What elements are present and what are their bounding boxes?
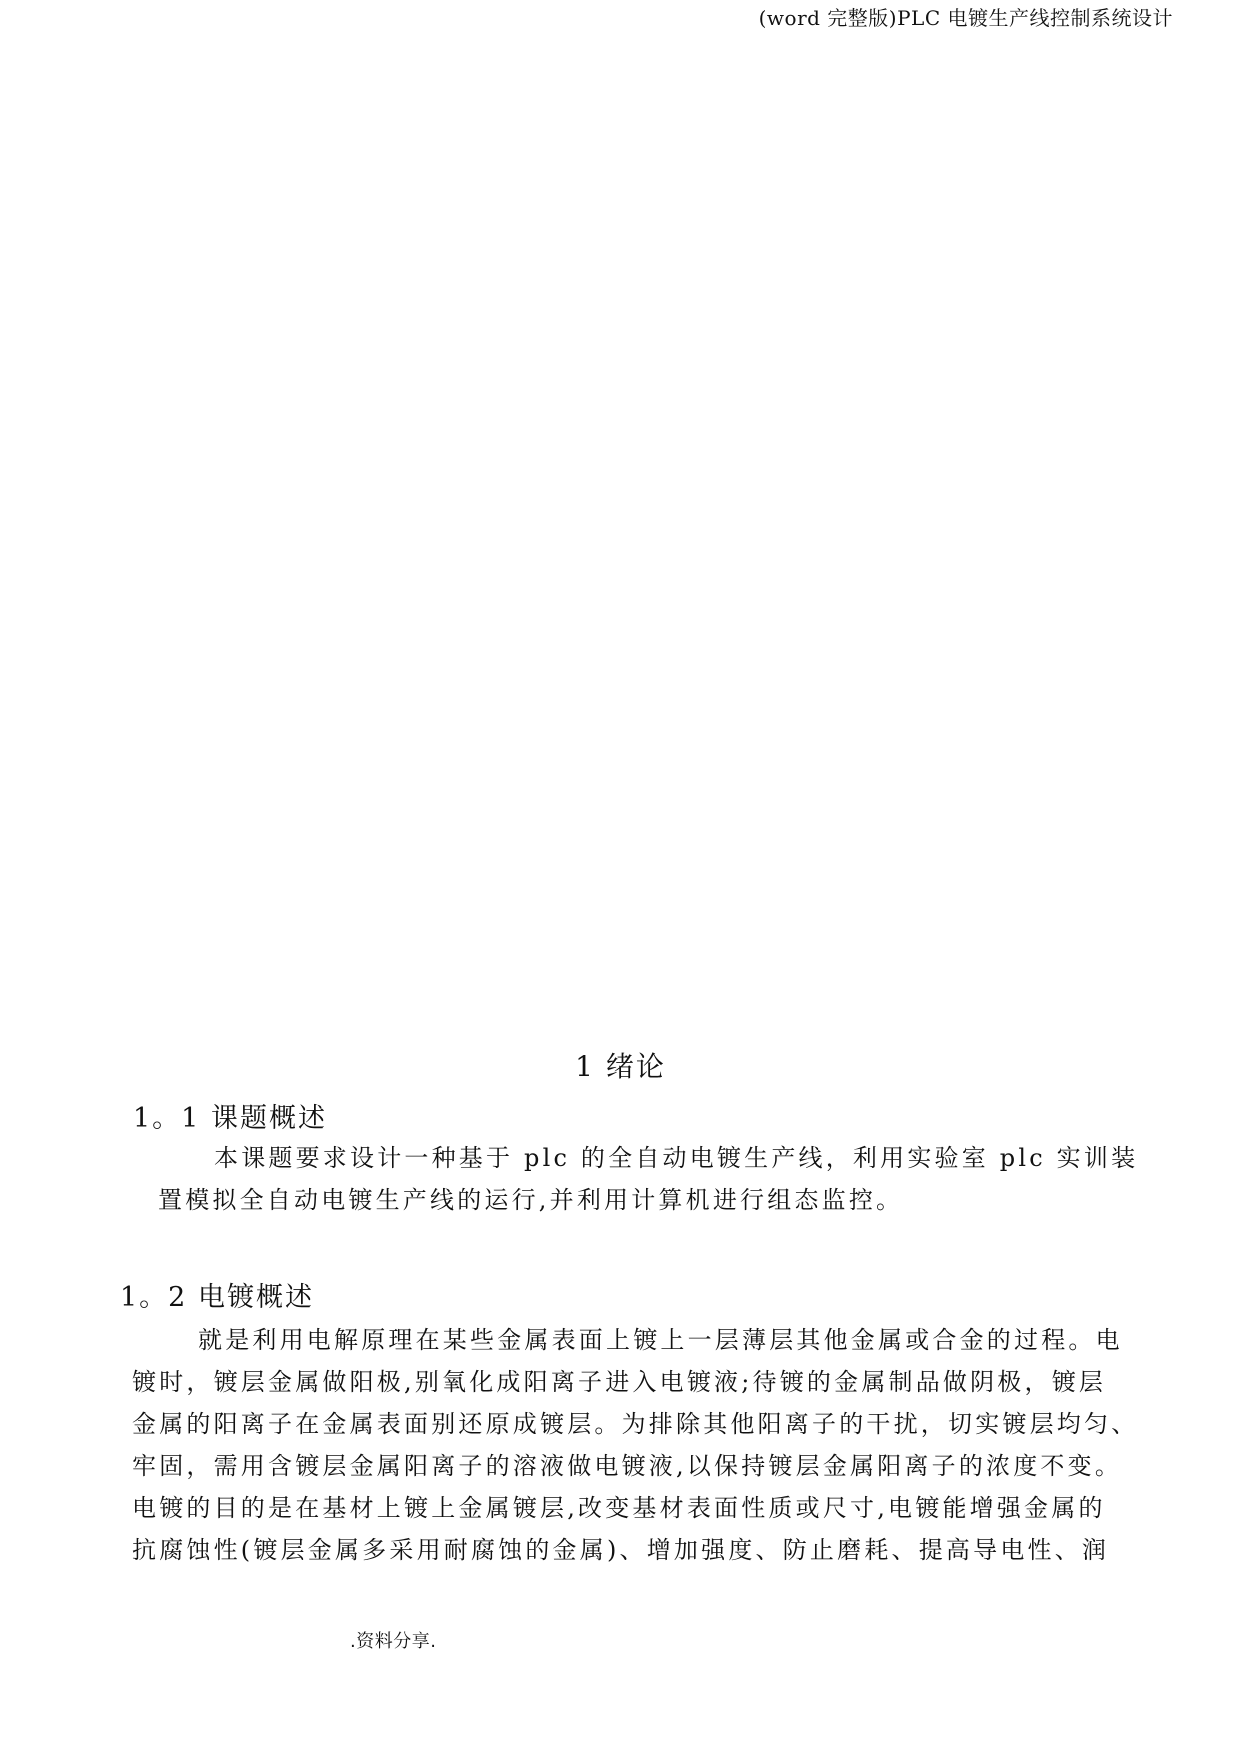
page-footer: .资料分享.	[350, 1631, 437, 1652]
page-header: (word 完整版)PLC 电镀生产线控制系统设计	[758, 6, 1173, 30]
paragraph-line: 牢固，需用含镀层金属阳离子的溶液做电镀液,以保持镀层金属阳离子的浓度不变。	[132, 1452, 1123, 1480]
paragraph-line: 就是利用电解原理在某些金属表面上镀上一层薄层其他金属或合金的过程。电	[198, 1326, 1123, 1354]
paragraph-line: 金属的阳离子在金属表面别还原成镀层。为排除其他阳离子的干扰，切实镀层均匀、	[132, 1410, 1139, 1438]
section-1-2-paragraph	[132, 1319, 1138, 1571]
paragraph-line: 置模拟全自动电镀生产线的运行,并利用计算机进行组态监控。	[158, 1186, 904, 1214]
paragraph-line: 本课题要求设计一种基于 plc 的全自动电镀生产线，利用实验室 plc 实训装	[214, 1144, 1139, 1172]
chapter-title: 1 绪论	[575, 1050, 666, 1083]
paragraph-line: 电镀的目的是在基材上镀上金属镀层,改变基材表面性质或尺寸,电镀能增强金属的	[132, 1494, 1106, 1522]
paragraph-line: 抗腐蚀性(镀层金属多采用耐腐蚀的金属)、增加强度、防止磨耗、提高导电性、润	[132, 1536, 1110, 1564]
paragraph-line: 镀时，镀层金属做阳极,别氧化成阳离子进入电镀液;待镀的金属制品做阴极，镀层	[132, 1368, 1107, 1396]
section-heading-1-2: 1。2 电镀概述	[120, 1282, 314, 1313]
section-heading-1-1: 1。1 课题概述	[133, 1103, 327, 1134]
section-1-1-paragraph	[158, 1137, 1138, 1221]
